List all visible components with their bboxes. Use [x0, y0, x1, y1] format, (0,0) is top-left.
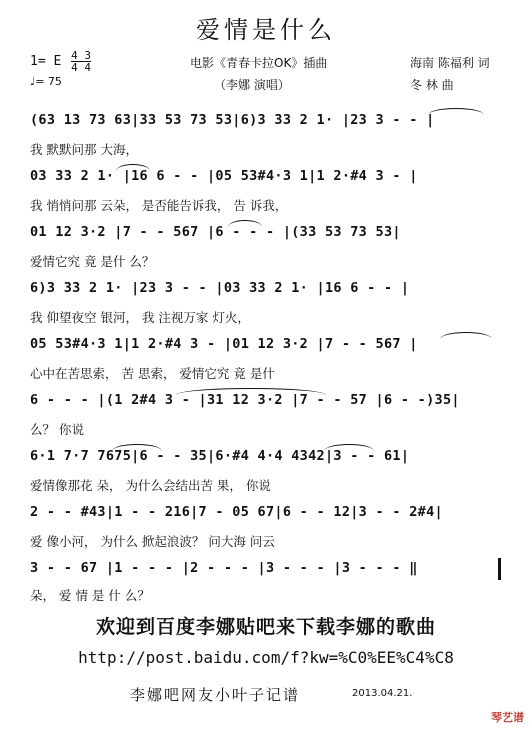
time-signature [71, 50, 91, 73]
score-row-5-lyric: 心中在苦思索， 苦 思索， 爱情它究 竟 是什 [30, 366, 275, 381]
score-row-7-lyric: 爱情像那花 朵， 为什么会结出苦 果， 你说 [30, 478, 271, 493]
slur-mark [176, 388, 326, 395]
site-logo: 琴艺谱 [491, 711, 524, 724]
slur-mark [428, 108, 484, 115]
composer-credit: 冬 林 曲 [410, 78, 454, 92]
score-row-5-notes: 05 53#4·3 1|1 2·#4 3 - |01 12 3·2 |7 - - 567 | [30, 336, 418, 352]
welcome-banner: 欢迎到百度李娜贴吧来下载李娜的歌曲 [95, 616, 436, 638]
score-row-3-notes: 01 12 3·2 |7 - - 567 |6 - - - |(33 53 73 53| [30, 224, 401, 240]
score-row-6-lyric: 么？ 你说 [30, 422, 84, 437]
transcription-date: 2013.04.21. [352, 688, 413, 699]
score-row-1-lyric: 我 默默问那 大海， [30, 142, 138, 157]
score-row-7-notes: 6·1 7·7 7675|6 - - 35|6·#4 4·4 4342|3 - - 61| [30, 448, 410, 464]
slur-mark [440, 332, 492, 339]
score-row-4-lyric: 我 仰望夜空 银河， 我 注视万家 灯火， [30, 310, 250, 325]
score-row-9-lyric: 朵， 爱 情 是 什 么？ [30, 588, 150, 603]
score-row-1-notes: (63 13 73 63|33 53 73 53|6)3 33 2 1· |23 3 - - | [30, 112, 435, 128]
film-credit: 电影《青春卡拉OK》插曲 [190, 56, 328, 70]
score-row-9-notes: 3 - - 67 |1 - - - |2 - - - |3 - - - |3 - - - ‖ [30, 560, 418, 576]
transcriber-credit: 李娜吧网友小叶子记谱 [130, 686, 301, 704]
download-url[interactable]: http://post.baidu.com/f?kw=%C0%EE%C4%C8 [78, 648, 454, 667]
score-row-8-lyric: 爱 像小河， 为什么 掀起浪波？ 问大海 问云 [30, 534, 275, 549]
page-title: 爱情是什么 [196, 16, 336, 44]
time-sig-top: 4 3 [71, 49, 92, 62]
score-row-2-notes: 03 33 2 1· |16 6 - - |05 53#4·3 1|1 2·#4 3 - | [30, 168, 418, 184]
score-row-3-lyric: 爱情它究 竟 是什 么？ [30, 254, 155, 269]
score-row-4-notes: 6)3 33 2 1· |23 3 - - |03 33 2 1· |16 6 - - | [30, 280, 410, 296]
score-row-8-notes: 2 - - #43|1 - - 216|7 - 05 67|6 - - 12|3 - - 2#4| [30, 504, 443, 520]
slur-mark [324, 444, 374, 451]
final-barline [498, 558, 501, 580]
tempo-mark: ♩= 75 [30, 75, 62, 88]
lyricist-credit: 海南 陈福利 词 [410, 56, 490, 70]
slur-mark [228, 220, 262, 227]
score-row-6-notes: 6 - - - |(1 2#4 3 - |31 12 3·2 |7 - - 57 |6 - -)35| [30, 392, 460, 408]
key-signature [30, 50, 91, 73]
singer-credit: （李娜 演唱） [214, 78, 290, 92]
key-label: 1= E [30, 54, 62, 69]
slur-mark [112, 444, 162, 451]
score-row-2-lyric: 我 悄悄问那 云朵， 是否能告诉我， 告 诉我， [30, 198, 288, 213]
slur-mark [116, 164, 150, 171]
time-sig-bottom: 4 4 [71, 61, 92, 74]
